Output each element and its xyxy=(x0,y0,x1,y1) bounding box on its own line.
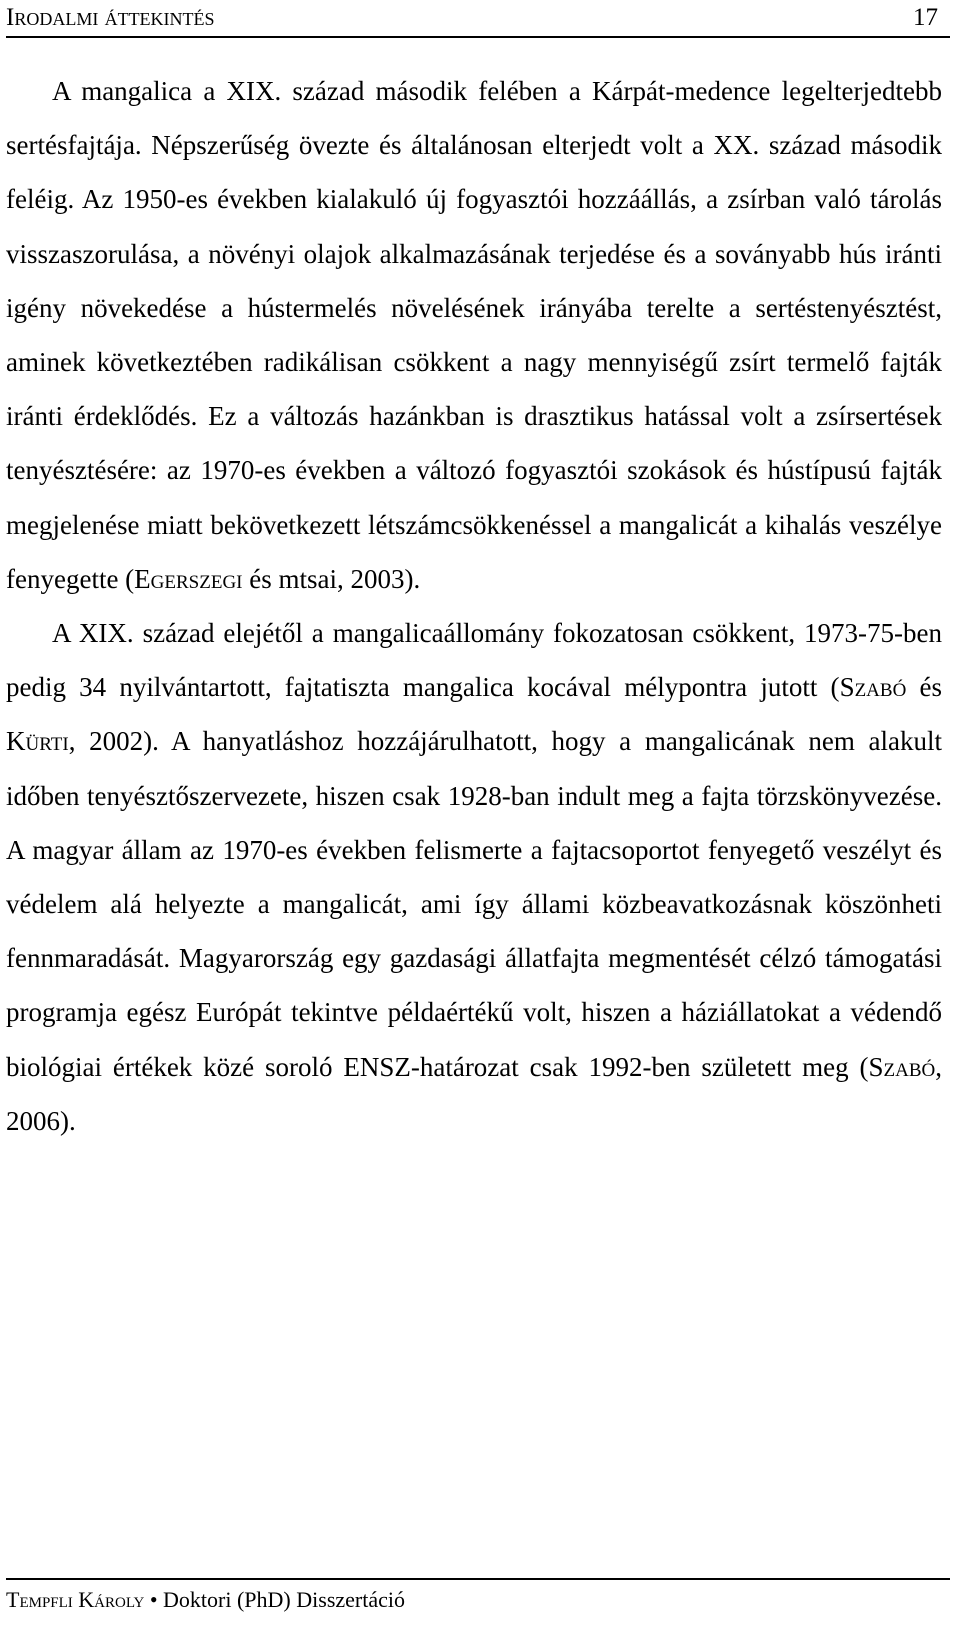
footer-title: Doktori (PhD) Disszertáció xyxy=(163,1587,405,1612)
citation-author: Kürti xyxy=(6,726,69,757)
paragraph-2 xyxy=(6,606,942,1148)
citation-author: Szabó xyxy=(868,1051,936,1082)
citation-author: Szabó xyxy=(839,672,907,703)
citation-rest: és mtsai, 2003). xyxy=(242,563,421,594)
paragraph-2-text-c: , 2006). xyxy=(6,1051,942,1136)
paragraph-2-text-b: , 2002). A hanyatláshoz hozzájárulhatott, hogy a mangalicának nem alakult időben tenyésztőszervezete, hiszen csak 1928-ban indult meg a fajta törzskönyvezése. A magyar állam az 1970-es években felismerte a fajtacsoportot fenyegető veszélyt és védelem alá helyezte a mangalicát, ami így állami közbeavatkozásnak köszönheti fennmaradását. Magyarország egy gazdasági állatfajta megmentését célzó támogatási programja egész Európát tekintve példaértékű volt, hiszen a háziállatokat a védendő biológiai értékek közé soroló ENSZ-határozat csak 1992-ben született meg ( xyxy=(6,726,942,1082)
body-text xyxy=(6,64,942,1148)
running-footer xyxy=(6,1578,950,1620)
citation-author: Egerszegi xyxy=(134,563,243,594)
paragraph-1 xyxy=(6,64,942,606)
footer-author: Tempfli Károly xyxy=(6,1587,145,1612)
footer-separator: • xyxy=(144,1587,164,1612)
section-title: Irodalmi áttekintés xyxy=(6,4,215,31)
running-header xyxy=(6,0,950,38)
paragraph-2-text-a: A XIX. század elejétől a mangalicaállomány fokozatosan csökkent, 1973-75-ben pedig 34 nyilvántartott, fajtatiszta mangalica kocával mélypontra jutott ( xyxy=(6,618,942,703)
citation-and: és xyxy=(906,672,942,703)
paragraph-1-text: A mangalica a XIX. század második felében a Kárpát-medence legelterjedtebb sertésfajtája. Népszerűség övezte és általánosan elterjedt volt a XX. század második feléig. Az 1950-es években kialakuló új fogyasztói hozzáállás, a zsírban való tárolás visszaszorulása, a növényi olajok alkalmazásának terjedése és a soványabb hús iránti igény növekedése a hústermelés növelésének irányába terelte a sertéstenyésztést, aminek következtében radikálisan csökkent a nagy mennyiségű zsírt termelő fajták iránti érdeklődés. Ez a változás hazánkban is drasztikus hatással volt a zsírsertések tenyésztésére: az 1970-es években a változó fogyasztói szokások és hústípusú fajták megjelenése miatt bekövetkezett létszámcsökkenéssel a mangalicát a kihalás veszélye fenyegette ( xyxy=(6,76,942,594)
page-number: 17 xyxy=(913,4,938,31)
